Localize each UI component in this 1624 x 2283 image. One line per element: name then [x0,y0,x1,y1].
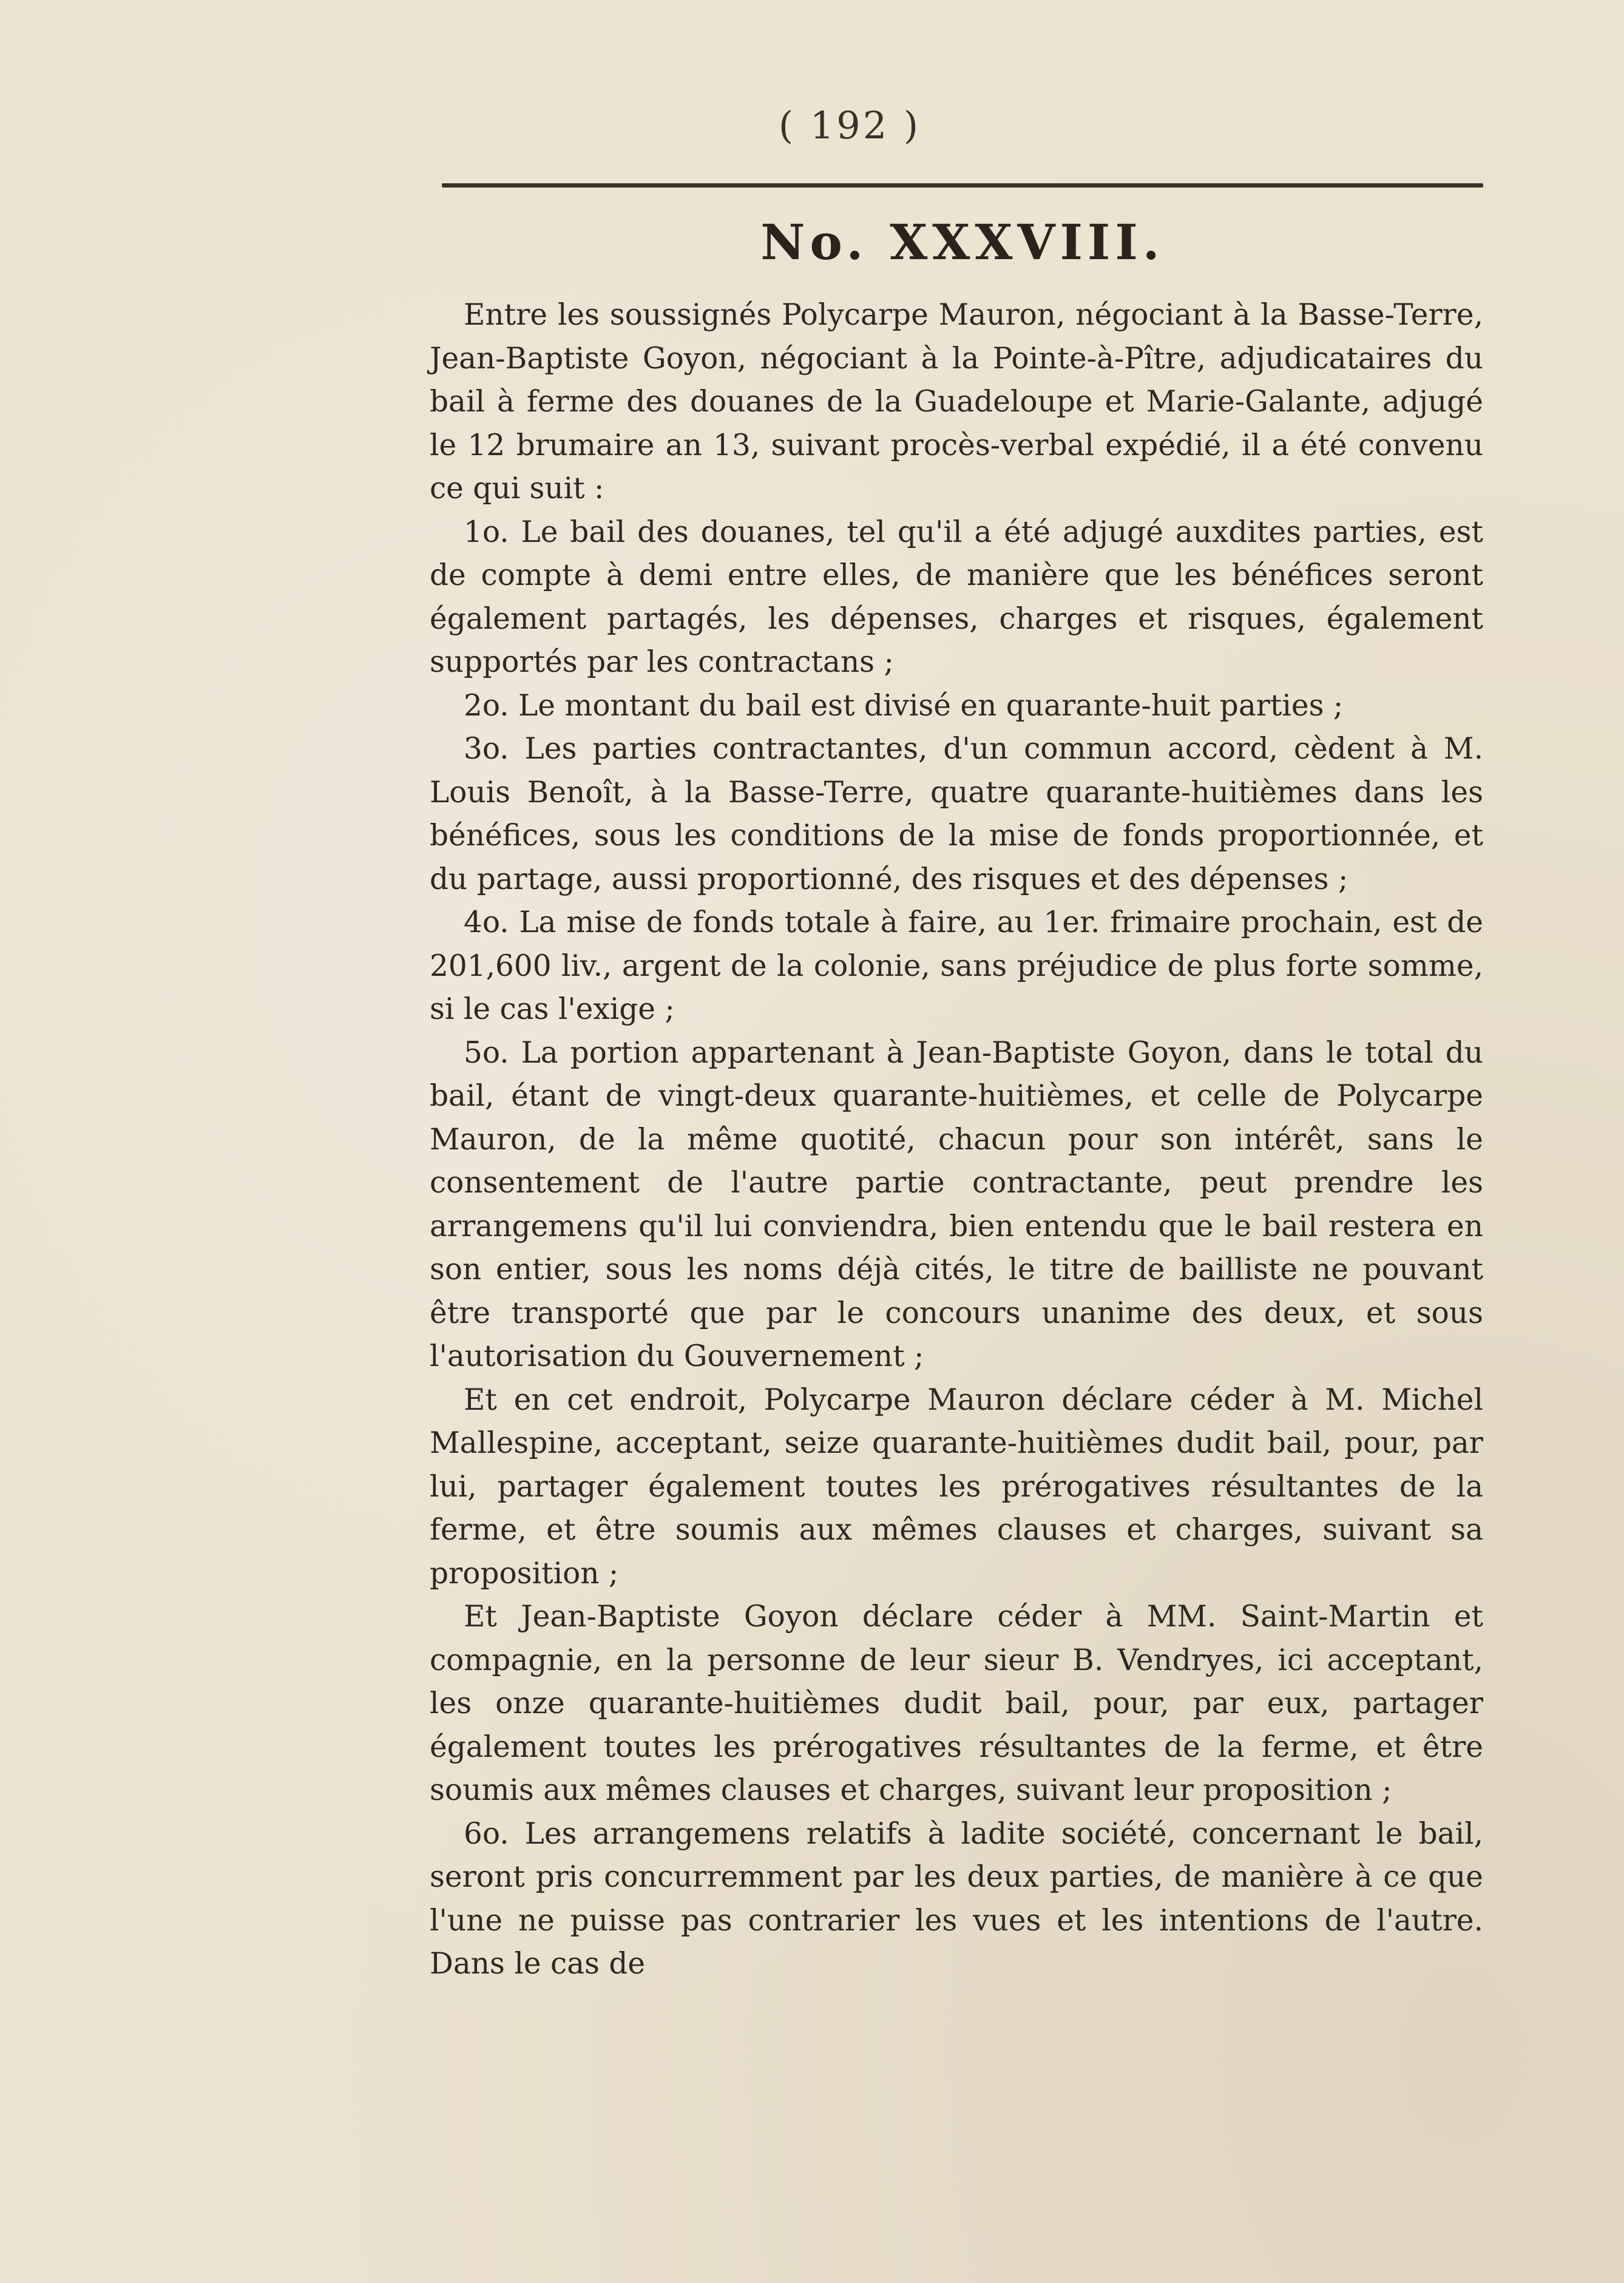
paragraph: Et en cet endroit, Polycarpe Mauron déclare céder à M. Michel Mallespine, acceptant, seize quarante-huitièmes dudit bail, pour, par lui, partager également toutes les prérogatives résultantes de la ferme, et être soumis aux mêmes clauses et charges, suivant sa proposition ; [430,1382,1483,1591]
paragraph: 6o. Les arrangemens relatifs à ladite société, concernant le bail, seront pris concurremment par les deux parties, de manière à ce que l'une ne puisse pas contrarier les vues et les intentions de l'autre. Dans le cas de [430,1816,1483,1981]
body-text [430,294,1483,1986]
paragraph: 2o. Le montant du bail est divisé en quarante-huit parties ; [464,688,1344,723]
paragraph: 3o. Les parties contractantes, d'un commun accord, cèdent à M. Louis Benoît, à la Basse-Terre, quatre quarante-huitièmes dans les bénéfices, sous les conditions de la mise de fonds proportionnée, et du partage, aussi proportionné, des risques et des dépenses ; [430,732,1483,896]
page-number: ( 192 ) [778,103,921,147]
header-rule [442,183,1483,188]
document-heading: No. XXXVIII. [760,214,1165,271]
paragraph: Et Jean-Baptiste Goyon déclare céder à MM. Saint-Martin et compagnie, en la personne de leur sieur B. Vendryes, ici acceptant, les onze quarante-huitièmes dudit bail, pour, par eux, partager également toutes les prérogatives résultantes de la ferme, et être soumis aux mêmes clauses et charges, suivant leur proposition ; [430,1600,1483,1807]
paragraph: 5o. La portion appartenant à Jean-Baptiste Goyon, dans le total du bail, étant de vingt-deux quarante-huitièmes, et celle de Polycarpe Mauron, de la même quotité, chacun pour son intérêt, sans le consentement de l'autre partie contractante, peut prendre les arrangemens qu'il lui conviendra, bien entendu que le bail restera en son entier, sous les noms déjà cités, le titre de bailliste ne pouvant être transporté que par le concours unanime des deux, et sous l'autorisation du Gouvernement ; [430,1035,1483,1373]
paragraph: 1o. Le bail des douanes, tel qu'il a été adjugé auxdites parties, est de compte à demi entre elles, de manière que les bénéfices seront également partagés, les dépenses, charges et risques, également supportés par les contractans ; [430,515,1483,679]
paragraph: Entre les soussignés Polycarpe Mauron, négociant à la Basse-Terre, Jean-Baptiste Goyon, négociant à la Pointe-à-Pître, adjudicataires du bail à ferme des douanes de la Guadeloupe et Marie-Galante, adjugé le 12 brumaire an 13, suivant procès-verbal expédié, il a été convenu ce qui suit : [430,298,1483,506]
paragraph: 4o. La mise de fonds totale à faire, au 1er. frimaire prochain, est de 201,600 liv., argent de la colonie, sans préjudice de plus forte somme, si le cas l'exige ; [430,905,1483,1026]
